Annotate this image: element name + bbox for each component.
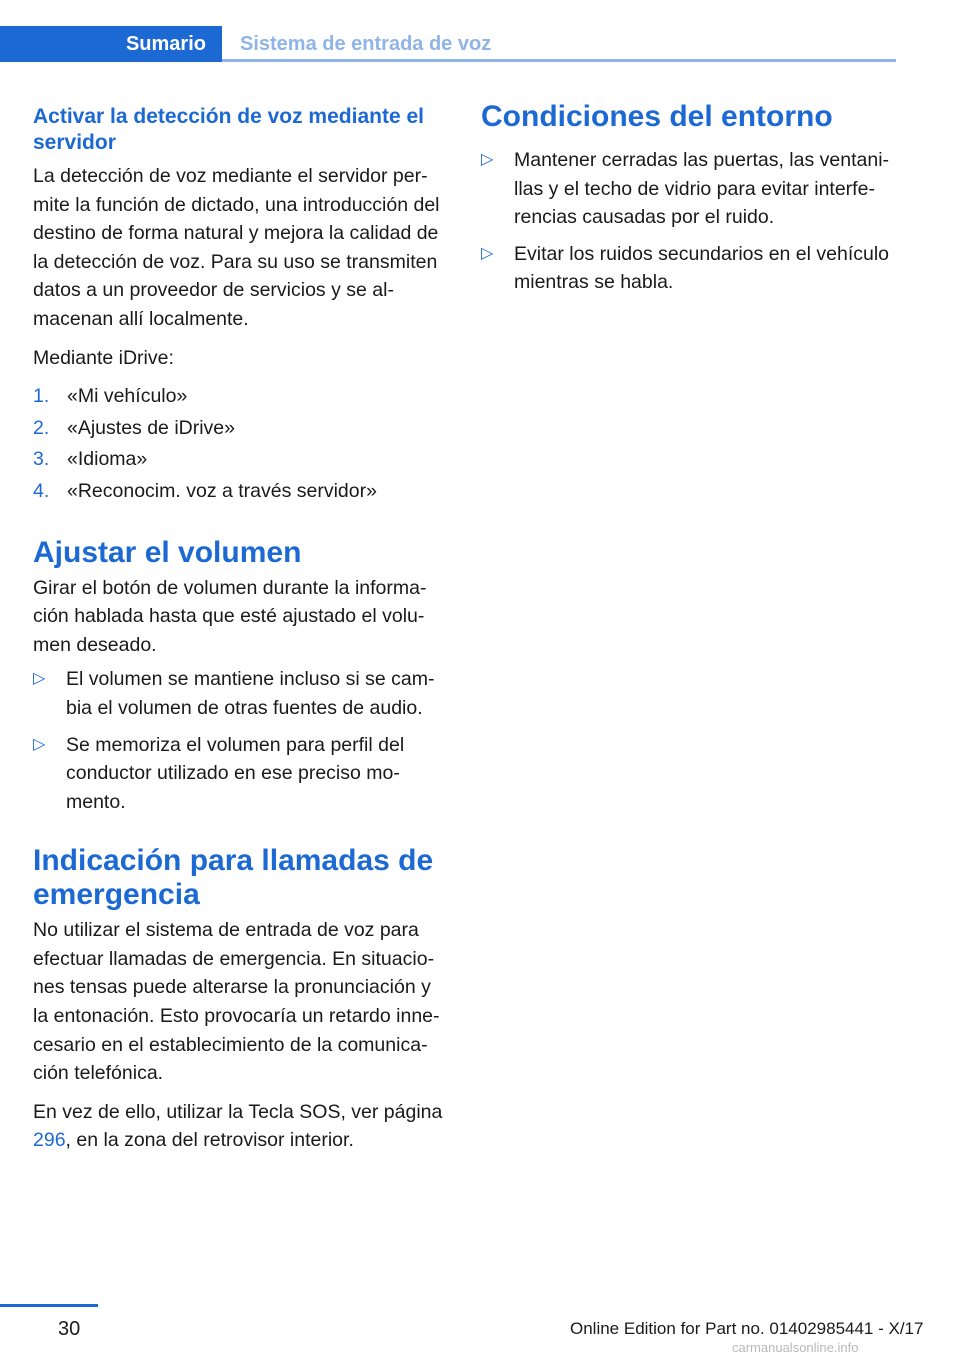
environment-bullets bbox=[481, 146, 895, 297]
triangle-bullet-icon: ▷ bbox=[481, 244, 494, 262]
steps-list bbox=[33, 382, 447, 505]
right-column bbox=[481, 100, 895, 305]
sos-text-after: , en la zona del retrovisor interior. bbox=[65, 1129, 354, 1152]
list-item bbox=[33, 414, 447, 443]
bullet-text: Evitar los ruidos secundarios en el vehículo mientras se habla. bbox=[514, 242, 890, 294]
tab-sumario[interactable]: Sumario bbox=[0, 26, 222, 62]
header-divider bbox=[222, 59, 896, 62]
step-number: 2. bbox=[33, 416, 50, 439]
paragraph-via-idrive: Mediante iDrive: bbox=[33, 346, 174, 369]
volume-bullets bbox=[33, 665, 447, 816]
watermark: carmanualsonline.info bbox=[732, 1340, 859, 1355]
list-item bbox=[481, 146, 895, 232]
step-text: «Idioma» bbox=[67, 448, 148, 471]
step-text: «Ajustes de iDrive» bbox=[67, 416, 235, 439]
triangle-bullet-icon: ▷ bbox=[481, 151, 494, 168]
paragraph-sos bbox=[33, 1098, 447, 1155]
step-number: 1. bbox=[33, 385, 50, 408]
paragraph-emergency: No utilizar el sistema de entrada de voz para efectuar llamadas de emergencia. En situaciones tensas puede alterarse la pronunciación y la entonación. Esto provocaría un retardo innecesario en el establecimiento de la comunicación telefónica. bbox=[33, 919, 440, 1085]
left-column bbox=[33, 104, 447, 1165]
tab-section-title[interactable]: Sistema de entrada de voz bbox=[240, 33, 492, 55]
list-item bbox=[33, 731, 447, 817]
list-item bbox=[33, 445, 447, 474]
sos-text-before: En vez de ello, utilizar la Tecla SOS, ver página bbox=[33, 1100, 443, 1123]
footer-divider bbox=[0, 1304, 98, 1307]
list-item bbox=[33, 477, 447, 506]
page-link[interactable]: 296 bbox=[33, 1129, 66, 1152]
paragraph-volume: Girar el botón de volumen durante la información hablada hasta que esté ajustado el volumen deseado. bbox=[33, 576, 427, 656]
triangle-bullet-icon: ▷ bbox=[33, 735, 46, 753]
step-number: 4. bbox=[33, 479, 50, 502]
step-text: «Mi vehículo» bbox=[67, 385, 188, 408]
page-number: 30 bbox=[58, 1318, 81, 1340]
step-number: 3. bbox=[33, 448, 50, 471]
bullet-text: El volumen se mantiene incluso si se cambia el volumen de otras fuentes de audio. bbox=[66, 668, 435, 719]
bullet-text: Se memoriza el volumen para perfil del conductor utilizado en ese preciso momento. bbox=[66, 733, 405, 813]
paragraph-server-detection: La detección de voz mediante el servidor permite la función de dictado, una introducción del destino de forma natural y mejora la calidad de la detección de voz. Para su uso se transmiten datos a un proveedor de servicios y se almacenan allí localmente. bbox=[33, 165, 440, 330]
list-item bbox=[33, 382, 447, 411]
list-item bbox=[481, 240, 895, 297]
section-title-server-detection: Activar la detección de voz mediante el servidor bbox=[33, 105, 424, 154]
section-title-volume: Ajustar el volumen bbox=[33, 535, 302, 569]
section-title-emergency: Indicación para llamadas de emergencia bbox=[33, 844, 434, 912]
edition-note: Online Edition for Part no. 01402985441 - X/17 bbox=[570, 1319, 924, 1338]
page-header bbox=[0, 26, 896, 62]
triangle-bullet-icon: ▷ bbox=[33, 670, 46, 688]
section-title-environment: Condiciones del entorno bbox=[481, 100, 833, 133]
list-item bbox=[33, 665, 447, 722]
bullet-text: Mantener cerradas las puertas, las ventanillas y el techo de vidrio para evitar interferencias causadas por el ruido. bbox=[514, 149, 890, 229]
step-text: «Reconocim. voz a través servidor» bbox=[67, 479, 377, 502]
